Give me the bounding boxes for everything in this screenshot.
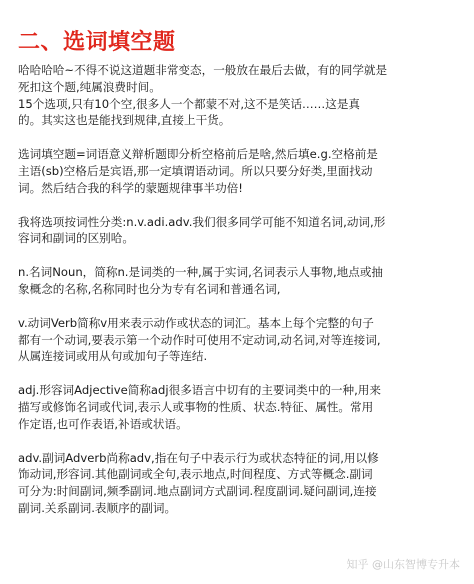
text-line: adv.副词Adverb尚称adv,指在句子中表示行为或状态特征的词,用以修 bbox=[18, 450, 379, 465]
paragraph-intro bbox=[18, 62, 456, 129]
text-line: 我将选项按词性分类:n.v.adi.adv.我们很多同学可能不知道名词,动词,形 bbox=[18, 214, 386, 229]
section-title: 二、选词填空题 bbox=[18, 30, 176, 55]
text-line: 的。其实这也是能找到规律,直接上干货。 bbox=[18, 113, 231, 128]
text-line: 15个选项,只有10个空,很多人一个都蒙不对,这不是笑话……这是真 bbox=[18, 96, 361, 111]
text-line: 从属连接词或用从句或加句子等连结. bbox=[18, 349, 208, 364]
paragraph-method bbox=[18, 146, 456, 196]
paragraph-verb bbox=[18, 315, 456, 365]
text-line: n.名词Noun，简称n.是词类的一种,属于实词,名词表示人事物,地点或抽 bbox=[18, 265, 384, 280]
paragraph-noun bbox=[18, 264, 456, 298]
text-line: adj.形容词Adjective简称adj很多语言中切有的主要词类中的一种,用来 bbox=[18, 383, 381, 398]
paragraph-adverb bbox=[18, 450, 456, 517]
watermark: 知乎 @山东智博专升本 bbox=[346, 558, 460, 571]
text-line: 象概念的名称,名称同时也分为专有名词和普通名词, bbox=[18, 281, 281, 296]
text-line: 饰动词,形容词.其他副词或全句,表示地点,时间程度、方式等概念.副词 bbox=[18, 467, 373, 482]
text-line: 都有一个动词,要表示第一个动作时可使用不定动词,动名词,对等连接词, bbox=[18, 332, 381, 347]
text-line: 主语(sb)空格后是宾语,那一定填谓语动词。所以只要分好类,里面找动 bbox=[18, 163, 373, 178]
text-line: 词。然后结合我的科学的蒙题规律事半功倍! bbox=[18, 180, 243, 195]
text-line: 描写或修饰名词或代词,表示人或事物的性质、状态.特征、属性。常用 bbox=[18, 399, 374, 414]
text-line: 容词和副词的区别哈。 bbox=[18, 231, 134, 246]
text-line: 死扣这个题,纯属浪费时间。 bbox=[18, 79, 161, 94]
text-line: 作定语,也可作表语,补语或状语。 bbox=[18, 416, 188, 431]
text-line: v.动词Verb简称v用来表示动作或状态的词汇。基本上每个完整的句子 bbox=[18, 315, 374, 330]
text-line: 选词填空题=词语意义辩析题即分析空格前后是啥,然后填e.g.空格前是 bbox=[18, 147, 378, 162]
text-line: 副词.关系副词.表顺序的副词。 bbox=[18, 500, 177, 515]
text-line: 可分为:时间副词,频季副词.地点副词方式副词.程度副词.疑问副词,连接 bbox=[18, 484, 377, 499]
paragraph-classification bbox=[18, 214, 456, 248]
paragraph-adjective bbox=[18, 382, 456, 432]
text-line: 哈哈哈哈~不得不说这道题非常变态，一般放在最后去做，有的同学就是 bbox=[18, 63, 388, 77]
